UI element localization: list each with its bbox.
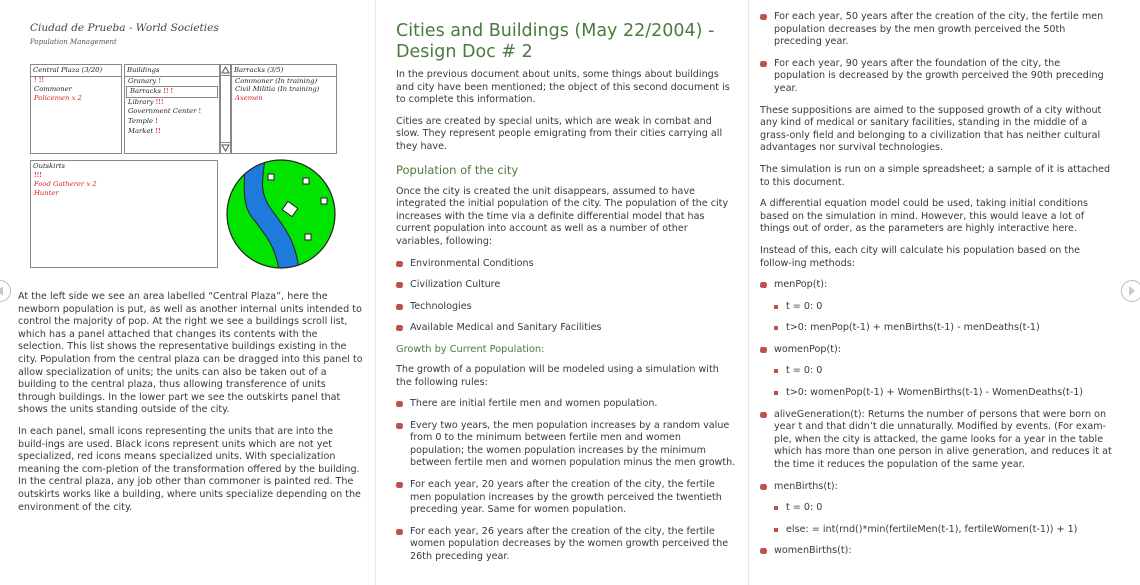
unit-icons: !!! <box>155 98 164 106</box>
page-divider <box>748 0 749 585</box>
scroll-up-icon[interactable] <box>221 66 230 74</box>
paragraph: At the left side we see an area labelled “Central Plaza”, here the newborn population is put, as well as another internal units intended to control the majority of pop. At the right we see a buildings scroll list, which has a panel attached that changes its contents with the selection. This list shows the representative buildings existing in the city. Population from the central plaza can be dragged into this panel to allow specialization of units; the units can also be taken out of a building to the central plaza, thus allowing transference of units through buildings. In the lower part we see the outskirts panel that shows the units standing outside of the city. <box>18 291 363 416</box>
page-3 <box>760 0 1112 585</box>
list-item: There are initial fertile men and women population. <box>396 398 736 411</box>
buildings-header: Buildings <box>125 65 219 77</box>
paragraph: In each panel, small icons representing the units that are into the build-ings are used. Black icons represent units which are not yet specialized, red icons means specialized units. With specialization meaning the com-pletion of the transformation offered by the building. In the central plaza, any job other than commoner is painted red. The outskirts works like a building, where units specialize depending on the environment of the city. <box>18 425 361 513</box>
building-marker[interactable] <box>305 234 311 240</box>
unit-food-gatherer[interactable]: Food Gatherer x 2 <box>34 180 97 189</box>
next-page-button[interactable] <box>1121 280 1140 302</box>
case-item: t>0: menPop(t-1) + menBirths(t-1) - menDeaths(t-1) <box>774 322 1112 335</box>
page-divider <box>375 0 376 585</box>
paragraph: The simulation is run on a simple spreadsheet; a sample of it is attached to this document. <box>760 163 1111 188</box>
chevron-left-icon <box>0 286 4 296</box>
subsection-heading: Growth by Current Population: <box>396 343 545 355</box>
unit-icons: !! ! <box>163 88 174 96</box>
list-item: Available Medical and Sanitary Facilities <box>396 322 736 335</box>
building-name: Market <box>128 126 154 135</box>
method-item <box>760 481 1112 494</box>
buildings-scrollbar[interactable] <box>220 64 231 154</box>
method-name: womenBirths(t): <box>774 545 852 557</box>
list-item: Environmental Conditions <box>396 258 736 271</box>
mockup-subtitle: Population Management <box>30 38 117 46</box>
rules-list-continued <box>760 11 1112 96</box>
paragraph: Instead of this, each city will calculate his population based on the follow-ing methods: <box>760 244 1081 269</box>
unit-militia-training[interactable]: Civil Militia (In training) <box>235 85 320 94</box>
building-item[interactable] <box>125 117 219 127</box>
method-item <box>760 545 1112 558</box>
case-item: t>0: womenPop(t-1) + WomenBirths(t-1) - WomenDeaths(t-1) <box>774 387 1112 400</box>
building-marker[interactable] <box>321 198 327 204</box>
method-item <box>760 279 1112 292</box>
building-item-selected[interactable] <box>126 86 218 98</box>
building-item[interactable] <box>125 107 219 117</box>
building-name: Granary <box>128 76 157 85</box>
page-title: Cities and Buildings (May 22/2004) - Design Doc # 2 <box>396 21 715 62</box>
unit-icons: ! <box>158 77 162 85</box>
page1-body <box>18 291 363 514</box>
unit-icons: !! <box>155 127 161 135</box>
method-cases <box>774 365 1112 399</box>
paragraph: A differential equation model could be used, taking initial conditions based on the simulation in mind. However, this would leave a lot of things out of order, as the parameters are highly interactive here. <box>760 198 1089 235</box>
list-item: For each year, 26 years after the creation of the city, the fertile women population decreases by the women growth perceived the 26th preceding year. <box>396 526 736 564</box>
case-item: t = 0: 0 <box>774 301 1112 314</box>
list-item: Civilization Culture <box>396 279 736 292</box>
section-heading: Population of the city <box>396 162 519 177</box>
building-name: Library <box>128 97 154 106</box>
paragraph: Cities are created by special units, which are weak in combat and slow. They represent people emigrating from their cities carrying all they have. <box>396 115 723 152</box>
list-item: For each year, 20 years after the creation of the city, the fertile men population increases by the growth perceived the twentieth preceding year. Same for women population. <box>396 479 736 517</box>
list-item: Technologies <box>396 301 736 314</box>
page-1 <box>18 0 363 585</box>
central-plaza-panel[interactable] <box>30 64 122 154</box>
chevron-right-icon <box>1128 286 1136 296</box>
building-marker[interactable] <box>268 174 274 180</box>
list-item: For each year, 90 years after the foundation of the city, the population is decreased by the growth perceived the 90th preceding year. <box>760 58 1112 96</box>
case-item: else: = int(rnd()*min(fertileMen(t-1), fertileWomen(t-1)) + 1) <box>774 524 1112 537</box>
page-2 <box>396 0 736 585</box>
rules-list <box>396 398 736 564</box>
unit-axemen[interactable]: Axemen <box>235 93 263 102</box>
unit-policemen[interactable]: Policemen x 2 <box>34 93 82 102</box>
building-name: Government Center <box>128 107 197 116</box>
method-name: menPop(t): <box>774 279 828 291</box>
buildings-list[interactable] <box>124 64 220 154</box>
scroll-down-icon[interactable] <box>221 144 230 152</box>
city-map[interactable] <box>225 158 337 270</box>
unit-commoner[interactable]: Commoner <box>34 85 72 94</box>
barracks-header: Barracks (3/5) <box>232 65 336 77</box>
method-item <box>760 409 1112 472</box>
building-name: Barracks <box>130 87 162 96</box>
previous-page-button[interactable] <box>0 280 11 302</box>
building-marker[interactable] <box>303 178 309 184</box>
unit-icons: ! !! <box>34 76 44 84</box>
paragraph: These suppositions are aimed to the supposed growth of a city without any kind of medical or sanitary facilities, standing in the middle of a grass-only field and belonging to a civilization that has neither cultural advantages nor survival technologies. <box>760 104 1102 154</box>
method-item <box>760 344 1112 357</box>
ui-mockup <box>18 0 363 270</box>
outskirts-panel[interactable] <box>30 160 218 268</box>
methods-list <box>760 279 1112 292</box>
methods-list <box>760 545 1112 558</box>
unit-icons: ! <box>198 108 202 116</box>
building-name: Temple <box>128 116 154 125</box>
building-item[interactable] <box>125 98 219 108</box>
methods-list <box>760 409 1112 494</box>
method-cases <box>774 502 1112 536</box>
unit-icons: ! <box>155 117 158 125</box>
unit-icons: !!! <box>34 171 42 179</box>
outskirts-header: Outskirts <box>33 162 65 170</box>
mockup-title: Ciudad de Prueba - World Societies <box>30 22 219 34</box>
paragraph: The growth of a population will be modeled using a simulation with the following rules: <box>396 363 719 388</box>
paragraph: In the previous document about units, some things about buildings and city have been mentioned; the object of this second document is to complete this information. <box>396 69 730 106</box>
unit-commoner-training[interactable]: Commoner (In training) <box>235 76 318 85</box>
building-item[interactable] <box>125 127 219 137</box>
method-cases <box>774 301 1112 335</box>
paragraph: Once the city is created the unit disappears, assumed to have integrated the initial population of the city. The population of the city increases with the time via a definite differential model that has current population into account as well as a number of other variables, following: <box>396 185 729 247</box>
method-name: womenPop(t): <box>774 343 841 355</box>
list-item: For each year, 50 years after the creation of the city, the fertile men population decreases by the men growth perceived the 50th preceding year. <box>760 11 1112 49</box>
list-item: Every two years, the men population increases by a random value from 0 to the minimum between fertile men and women population; the women population increases by the minimum between fertile men and women population minus the men growth. <box>396 420 736 470</box>
central-plaza-header: Central Plaza (3/20) <box>31 65 121 77</box>
case-item: t = 0: 0 <box>774 365 1112 378</box>
barracks-panel[interactable] <box>231 64 337 154</box>
method-name: menBirths(t): <box>774 480 838 492</box>
case-item: t = 0: 0 <box>774 502 1112 515</box>
methods-list <box>760 344 1112 357</box>
building-item[interactable] <box>125 77 219 87</box>
method-name: aliveGeneration(t): Returns the number of persons that were born on year t and that didn’t die unnaturally. Modified by events. (For exam-ple, when the city is attacked, the game looks for a year in the table which has more than one person in alive generation, and reduces it at the time it reduces the population of the same year. <box>774 408 1112 471</box>
factor-list <box>396 258 736 335</box>
unit-hunter[interactable]: Hunter <box>34 188 59 197</box>
